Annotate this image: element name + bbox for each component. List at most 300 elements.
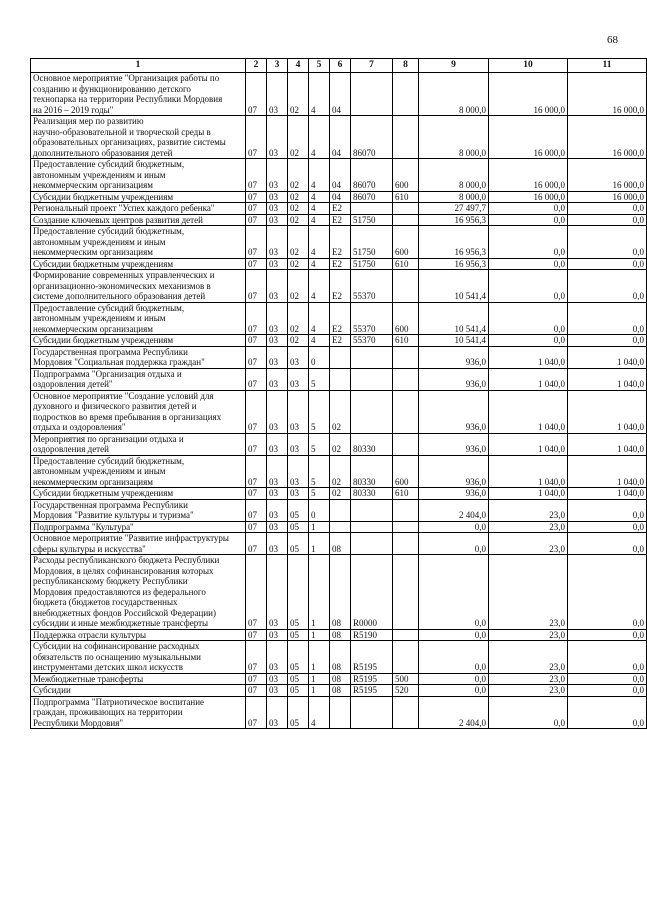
program-code-cell: 05 [288, 685, 309, 697]
amount-col-11-cell: 0,0 [568, 335, 647, 347]
activity-code-cell: E2 [330, 214, 351, 226]
expense-type-cell: 520 [393, 685, 419, 697]
expense-direction-cell: R5190 [351, 629, 393, 641]
subsection-code-cell: 03 [267, 226, 288, 259]
activity-code-cell: 02 [330, 390, 351, 433]
name-cell: Субсидии бюджетным учреждениям [31, 488, 246, 500]
expense-type-cell [393, 696, 419, 729]
subsection-code-cell: 03 [267, 533, 288, 555]
activity-code-cell: 04 [330, 73, 351, 116]
activity-code-cell: 02 [330, 433, 351, 455]
program-code-cell: 02 [288, 335, 309, 347]
section-code-cell: 07 [246, 116, 267, 159]
expense-type-cell: 600 [393, 226, 419, 259]
expense-direction-cell: 51750 [351, 214, 393, 226]
table-row [31, 696, 647, 729]
subprogram-code-cell: 4 [309, 270, 330, 303]
expense-direction-cell: R0000 [351, 555, 393, 630]
amount-col-11-cell: 16 000,0 [568, 73, 647, 116]
name-cell: Основное мероприятие "Создание условий для духовного и физического развития детей и подростков во время пребывания в организациях отдыха и оздоровления" [31, 390, 246, 433]
amount-col-10-cell: 23,0 [489, 555, 568, 630]
activity-code-cell: E2 [330, 226, 351, 259]
name-cell: Региональный проект "Успех каждого ребенка" [31, 203, 246, 215]
name-cell: Подпрограмма "Патриотическое воспитание граждан, проживающих на территории Республики Мордовия" [31, 696, 246, 729]
program-code-cell: 03 [288, 346, 309, 368]
subprogram-code-cell: 1 [309, 685, 330, 697]
expense-type-cell [393, 641, 419, 674]
name-cell: Подпрограмма "Культура" [31, 521, 246, 533]
expense-type-cell [393, 555, 419, 630]
name-cell: Основное мероприятие "Развитие инфраструктуры сферы культуры и искусства" [31, 533, 246, 555]
amount-col-10-cell: 1 040,0 [489, 368, 568, 390]
amount-col-9-cell: 27 497,7 [419, 203, 489, 215]
table-row [31, 116, 647, 159]
activity-code-cell: 04 [330, 159, 351, 192]
amount-col-10-cell: 23,0 [489, 499, 568, 521]
table-row [31, 258, 647, 270]
name-cell: Субсидии бюджетным учреждениям [31, 191, 246, 203]
amount-col-9-cell: 8 000,0 [419, 159, 489, 192]
name-cell: Формирование современных управленческих и организационно-экономических механизмов в системе дополнительного образования детей [31, 270, 246, 303]
program-code-cell: 02 [288, 73, 309, 116]
subprogram-code-cell: 0 [309, 346, 330, 368]
amount-col-10-cell: 0,0 [489, 226, 568, 259]
expense-direction-cell: 51750 [351, 226, 393, 259]
amount-col-10-cell: 1 040,0 [489, 433, 568, 455]
amount-col-9-cell: 16 956,3 [419, 258, 489, 270]
header-col-10: 10 [489, 59, 568, 73]
expense-type-cell [393, 203, 419, 215]
amount-col-11-cell: 0,0 [568, 533, 647, 555]
expense-type-cell [393, 433, 419, 455]
section-code-cell: 07 [246, 73, 267, 116]
amount-col-11-cell: 0,0 [568, 214, 647, 226]
name-cell: Подпрограмма "Организация отдыха и оздоровления детей" [31, 368, 246, 390]
program-code-cell: 02 [288, 226, 309, 259]
table-header [31, 59, 647, 73]
activity-code-cell [330, 696, 351, 729]
amount-col-11-cell: 1 040,0 [568, 346, 647, 368]
table-row [31, 521, 647, 533]
table-row [31, 499, 647, 521]
program-code-cell: 02 [288, 270, 309, 303]
amount-col-10-cell: 23,0 [489, 673, 568, 685]
subprogram-code-cell: 4 [309, 696, 330, 729]
expense-type-cell: 500 [393, 673, 419, 685]
amount-col-9-cell: 2 404,0 [419, 696, 489, 729]
expense-type-cell [393, 214, 419, 226]
header-col-8: 8 [393, 59, 419, 73]
name-cell: Реализация мер по развитию научно-образовательной и творческой среды в образовательных организациях, развитие системы дополнительного образования детей [31, 116, 246, 159]
amount-col-9-cell: 0,0 [419, 521, 489, 533]
expense-direction-cell [351, 390, 393, 433]
header-row [31, 59, 647, 73]
subprogram-code-cell: 5 [309, 488, 330, 500]
subsection-code-cell: 03 [267, 685, 288, 697]
header-col-9: 9 [419, 59, 489, 73]
subprogram-code-cell: 1 [309, 555, 330, 630]
name-cell: Межбюджетные трансферты [31, 673, 246, 685]
table-row [31, 641, 647, 674]
subprogram-code-cell: 4 [309, 159, 330, 192]
subsection-code-cell: 03 [267, 488, 288, 500]
subprogram-code-cell: 1 [309, 533, 330, 555]
amount-col-11-cell: 0,0 [568, 499, 647, 521]
program-code-cell: 03 [288, 433, 309, 455]
activity-code-cell: 08 [330, 533, 351, 555]
name-cell: Субсидии на софинансирование расходных обязательств по оснащению музыкальными инструментами детских школ искусств [31, 641, 246, 674]
amount-col-11-cell: 1 040,0 [568, 455, 647, 488]
amount-col-11-cell: 16 000,0 [568, 116, 647, 159]
amount-col-11-cell: 1 040,0 [568, 390, 647, 433]
amount-col-9-cell: 8 000,0 [419, 116, 489, 159]
amount-col-10-cell: 1 040,0 [489, 455, 568, 488]
section-code-cell: 07 [246, 685, 267, 697]
subsection-code-cell: 03 [267, 641, 288, 674]
amount-col-10-cell: 23,0 [489, 641, 568, 674]
section-code-cell: 07 [246, 335, 267, 347]
subprogram-code-cell: 1 [309, 629, 330, 641]
subprogram-code-cell: 4 [309, 226, 330, 259]
section-code-cell: 07 [246, 368, 267, 390]
amount-col-11-cell: 0,0 [568, 696, 647, 729]
amount-col-10-cell: 16 000,0 [489, 73, 568, 116]
expense-type-cell [393, 499, 419, 521]
expense-type-cell: 600 [393, 159, 419, 192]
subprogram-code-cell: 4 [309, 203, 330, 215]
subsection-code-cell: 03 [267, 368, 288, 390]
amount-col-10-cell: 0,0 [489, 258, 568, 270]
name-cell: Предоставление субсидий бюджетным, автономным учреждениям и иным некоммерческим организациям [31, 159, 246, 192]
expense-direction-cell: R5195 [351, 673, 393, 685]
section-code-cell: 07 [246, 191, 267, 203]
expense-direction-cell: 55370 [351, 302, 393, 335]
amount-col-9-cell: 8 000,0 [419, 191, 489, 203]
amount-col-10-cell: 16 000,0 [489, 116, 568, 159]
activity-code-cell: 02 [330, 455, 351, 488]
program-code-cell: 02 [288, 191, 309, 203]
amount-col-10-cell: 0,0 [489, 270, 568, 303]
expense-direction-cell [351, 73, 393, 116]
amount-col-9-cell: 16 956,3 [419, 226, 489, 259]
table-body [31, 73, 647, 729]
subprogram-code-cell: 5 [309, 455, 330, 488]
header-col-4: 4 [288, 59, 309, 73]
name-cell: Субсидии [31, 685, 246, 697]
amount-col-10-cell: 1 040,0 [489, 488, 568, 500]
header-col-5: 5 [309, 59, 330, 73]
name-cell: Поддержка отрасли культуры [31, 629, 246, 641]
amount-col-9-cell: 0,0 [419, 673, 489, 685]
activity-code-cell: E2 [330, 335, 351, 347]
expense-direction-cell: 80330 [351, 433, 393, 455]
program-code-cell: 05 [288, 521, 309, 533]
expense-direction-cell: 86070 [351, 159, 393, 192]
expense-type-cell [393, 73, 419, 116]
section-code-cell: 07 [246, 499, 267, 521]
amount-col-9-cell: 16 956,3 [419, 214, 489, 226]
subprogram-code-cell: 5 [309, 390, 330, 433]
amount-col-9-cell: 0,0 [419, 641, 489, 674]
activity-code-cell: 08 [330, 685, 351, 697]
subprogram-code-cell: 1 [309, 521, 330, 533]
subprogram-code-cell: 4 [309, 191, 330, 203]
expense-type-cell: 600 [393, 302, 419, 335]
expense-type-cell [393, 346, 419, 368]
table-row [31, 555, 647, 630]
program-code-cell: 03 [288, 488, 309, 500]
amount-col-11-cell: 0,0 [568, 258, 647, 270]
subprogram-code-cell: 4 [309, 258, 330, 270]
name-cell: Мероприятия по организации отдыха и оздоровления детей [31, 433, 246, 455]
table-row [31, 159, 647, 192]
activity-code-cell [330, 499, 351, 521]
section-code-cell: 07 [246, 226, 267, 259]
amount-col-9-cell: 0,0 [419, 555, 489, 630]
header-col-11: 11 [568, 59, 647, 73]
amount-col-11-cell: 0,0 [568, 555, 647, 630]
name-cell: Предоставление субсидий бюджетным, автономным учреждениям и иным некоммерческим организациям [31, 455, 246, 488]
amount-col-9-cell: 0,0 [419, 685, 489, 697]
subsection-code-cell: 03 [267, 270, 288, 303]
expense-type-cell [393, 390, 419, 433]
activity-code-cell: E2 [330, 302, 351, 335]
program-code-cell: 02 [288, 203, 309, 215]
table-row [31, 629, 647, 641]
subsection-code-cell: 03 [267, 499, 288, 521]
section-code-cell: 07 [246, 346, 267, 368]
amount-col-11-cell: 0,0 [568, 203, 647, 215]
expense-type-cell [393, 116, 419, 159]
subsection-code-cell: 03 [267, 73, 288, 116]
subsection-code-cell: 03 [267, 455, 288, 488]
header-col-1: 1 [31, 59, 246, 73]
expense-direction-cell: 86070 [351, 116, 393, 159]
header-col-2: 2 [246, 59, 267, 73]
amount-col-10-cell: 1 040,0 [489, 390, 568, 433]
amount-col-10-cell: 16 000,0 [489, 191, 568, 203]
name-cell: Создание ключевых центров развития детей [31, 214, 246, 226]
section-code-cell: 07 [246, 533, 267, 555]
amount-col-11-cell: 16 000,0 [568, 191, 647, 203]
expense-type-cell: 610 [393, 258, 419, 270]
amount-col-9-cell: 936,0 [419, 346, 489, 368]
subsection-code-cell: 03 [267, 258, 288, 270]
name-cell: Основное мероприятие "Организация работы по созданию и функционированию детского технопарка на территории Республики Мордовия на 2016 – 2019 годы" [31, 73, 246, 116]
section-code-cell: 07 [246, 390, 267, 433]
amount-col-10-cell: 23,0 [489, 685, 568, 697]
expense-direction-cell [351, 368, 393, 390]
subsection-code-cell: 03 [267, 521, 288, 533]
amount-col-9-cell: 0,0 [419, 629, 489, 641]
activity-code-cell: 08 [330, 641, 351, 674]
activity-code-cell [330, 346, 351, 368]
amount-col-10-cell: 0,0 [489, 335, 568, 347]
amount-col-10-cell: 1 040,0 [489, 346, 568, 368]
table-row [31, 191, 647, 203]
program-code-cell: 02 [288, 159, 309, 192]
program-code-cell: 05 [288, 499, 309, 521]
table-row [31, 270, 647, 303]
subsection-code-cell: 03 [267, 214, 288, 226]
subsection-code-cell: 03 [267, 203, 288, 215]
activity-code-cell: 08 [330, 555, 351, 630]
activity-code-cell: 04 [330, 191, 351, 203]
subprogram-code-cell: 1 [309, 641, 330, 674]
page-number: 68 [607, 34, 618, 46]
expense-type-cell [393, 521, 419, 533]
section-code-cell: 07 [246, 629, 267, 641]
expense-type-cell [393, 533, 419, 555]
amount-col-11-cell: 0,0 [568, 521, 647, 533]
table-row [31, 335, 647, 347]
program-code-cell: 03 [288, 455, 309, 488]
expense-direction-cell [351, 203, 393, 215]
table-row [31, 302, 647, 335]
program-code-cell: 05 [288, 533, 309, 555]
subsection-code-cell: 03 [267, 696, 288, 729]
program-code-cell: 02 [288, 302, 309, 335]
program-code-cell: 03 [288, 368, 309, 390]
amount-col-11-cell: 0,0 [568, 302, 647, 335]
activity-code-cell: E2 [330, 258, 351, 270]
section-code-cell: 07 [246, 696, 267, 729]
expense-direction-cell: R5195 [351, 685, 393, 697]
amount-col-10-cell: 16 000,0 [489, 159, 568, 192]
expense-direction-cell: 80330 [351, 455, 393, 488]
subsection-code-cell: 03 [267, 302, 288, 335]
amount-col-11-cell: 1 040,0 [568, 488, 647, 500]
header-col-6: 6 [330, 59, 351, 73]
section-code-cell: 07 [246, 455, 267, 488]
expense-type-cell: 600 [393, 455, 419, 488]
name-cell: Государственная программа Республики Мордовия "Развитие культуры и туризма" [31, 499, 246, 521]
amount-col-9-cell: 936,0 [419, 368, 489, 390]
expense-type-cell [393, 368, 419, 390]
activity-code-cell [330, 521, 351, 533]
amount-col-9-cell: 10 541,4 [419, 302, 489, 335]
expense-direction-cell: 51750 [351, 258, 393, 270]
expense-direction-cell [351, 533, 393, 555]
subsection-code-cell: 03 [267, 433, 288, 455]
subsection-code-cell: 03 [267, 116, 288, 159]
amount-col-11-cell: 0,0 [568, 629, 647, 641]
amount-col-11-cell: 0,0 [568, 641, 647, 674]
activity-code-cell: 08 [330, 673, 351, 685]
header-col-3: 3 [267, 59, 288, 73]
amount-col-9-cell: 10 541,4 [419, 335, 489, 347]
amount-col-11-cell: 0,0 [568, 226, 647, 259]
section-code-cell: 07 [246, 258, 267, 270]
expense-type-cell [393, 270, 419, 303]
table-row [31, 433, 647, 455]
subsection-code-cell: 03 [267, 159, 288, 192]
subprogram-code-cell: 4 [309, 116, 330, 159]
subprogram-code-cell: 0 [309, 499, 330, 521]
table-row [31, 685, 647, 697]
amount-col-11-cell: 16 000,0 [568, 159, 647, 192]
amount-col-10-cell: 0,0 [489, 214, 568, 226]
table-row [31, 673, 647, 685]
subsection-code-cell: 03 [267, 335, 288, 347]
program-code-cell: 05 [288, 629, 309, 641]
expense-direction-cell [351, 499, 393, 521]
amount-col-9-cell: 936,0 [419, 433, 489, 455]
expense-type-cell: 610 [393, 335, 419, 347]
expense-direction-cell: 55370 [351, 270, 393, 303]
table-row [31, 73, 647, 116]
amount-col-11-cell: 0,0 [568, 270, 647, 303]
section-code-cell: 07 [246, 641, 267, 674]
amount-col-10-cell: 0,0 [489, 302, 568, 335]
subprogram-code-cell: 5 [309, 433, 330, 455]
section-code-cell: 07 [246, 302, 267, 335]
section-code-cell: 07 [246, 673, 267, 685]
name-cell: Предоставление субсидий бюджетным, автономным учреждениям и иным некоммерческим организациям [31, 302, 246, 335]
expense-direction-cell: R5195 [351, 641, 393, 674]
amount-col-11-cell: 0,0 [568, 685, 647, 697]
amount-col-9-cell: 936,0 [419, 488, 489, 500]
expense-type-cell: 610 [393, 488, 419, 500]
table-row [31, 368, 647, 390]
expense-direction-cell: 55370 [351, 335, 393, 347]
name-cell: Субсидии бюджетным учреждениям [31, 335, 246, 347]
budget-table [30, 58, 647, 729]
name-cell: Государственная программа Республики Мордовия "Социальная поддержка граждан" [31, 346, 246, 368]
activity-code-cell: 02 [330, 488, 351, 500]
amount-col-10-cell: 0,0 [489, 203, 568, 215]
table-row [31, 226, 647, 259]
program-code-cell: 02 [288, 116, 309, 159]
amount-col-9-cell: 8 000,0 [419, 73, 489, 116]
expense-direction-cell: 80330 [351, 488, 393, 500]
activity-code-cell: E2 [330, 203, 351, 215]
subsection-code-cell: 03 [267, 629, 288, 641]
name-cell: Расходы республиканского бюджета Республики Мордовия, в целях софинансирования которых республиканскому бюджету Республики Мордовия предоставляются из федерального бюджета (бюджетов государственных внебюджетных фондов Российской Федерации) субсидии и иные межбюджетные трансферты [31, 555, 246, 630]
section-code-cell: 07 [246, 203, 267, 215]
amount-col-11-cell: 1 040,0 [568, 433, 647, 455]
program-code-cell: 05 [288, 555, 309, 630]
program-code-cell: 05 [288, 641, 309, 674]
table-row [31, 346, 647, 368]
amount-col-9-cell: 936,0 [419, 390, 489, 433]
subsection-code-cell: 03 [267, 390, 288, 433]
program-code-cell: 05 [288, 696, 309, 729]
subprogram-code-cell: 5 [309, 368, 330, 390]
section-code-cell: 07 [246, 214, 267, 226]
table-row [31, 488, 647, 500]
amount-col-10-cell: 0,0 [489, 696, 568, 729]
name-cell: Предоставление субсидий бюджетным, автономным учреждениям и иным некоммерческим организациям [31, 226, 246, 259]
subprogram-code-cell: 4 [309, 335, 330, 347]
section-code-cell: 07 [246, 159, 267, 192]
subprogram-code-cell: 4 [309, 214, 330, 226]
amount-col-11-cell: 1 040,0 [568, 368, 647, 390]
expense-direction-cell: 86070 [351, 191, 393, 203]
expense-direction-cell [351, 346, 393, 368]
program-code-cell: 02 [288, 258, 309, 270]
amount-col-9-cell: 936,0 [419, 455, 489, 488]
amount-col-10-cell: 23,0 [489, 533, 568, 555]
section-code-cell: 07 [246, 270, 267, 303]
amount-col-11-cell: 0,0 [568, 673, 647, 685]
expense-type-cell: 610 [393, 191, 419, 203]
subsection-code-cell: 03 [267, 673, 288, 685]
amount-col-9-cell: 2 404,0 [419, 499, 489, 521]
table-row [31, 214, 647, 226]
name-cell: Субсидии бюджетным учреждениям [31, 258, 246, 270]
amount-col-10-cell: 23,0 [489, 629, 568, 641]
